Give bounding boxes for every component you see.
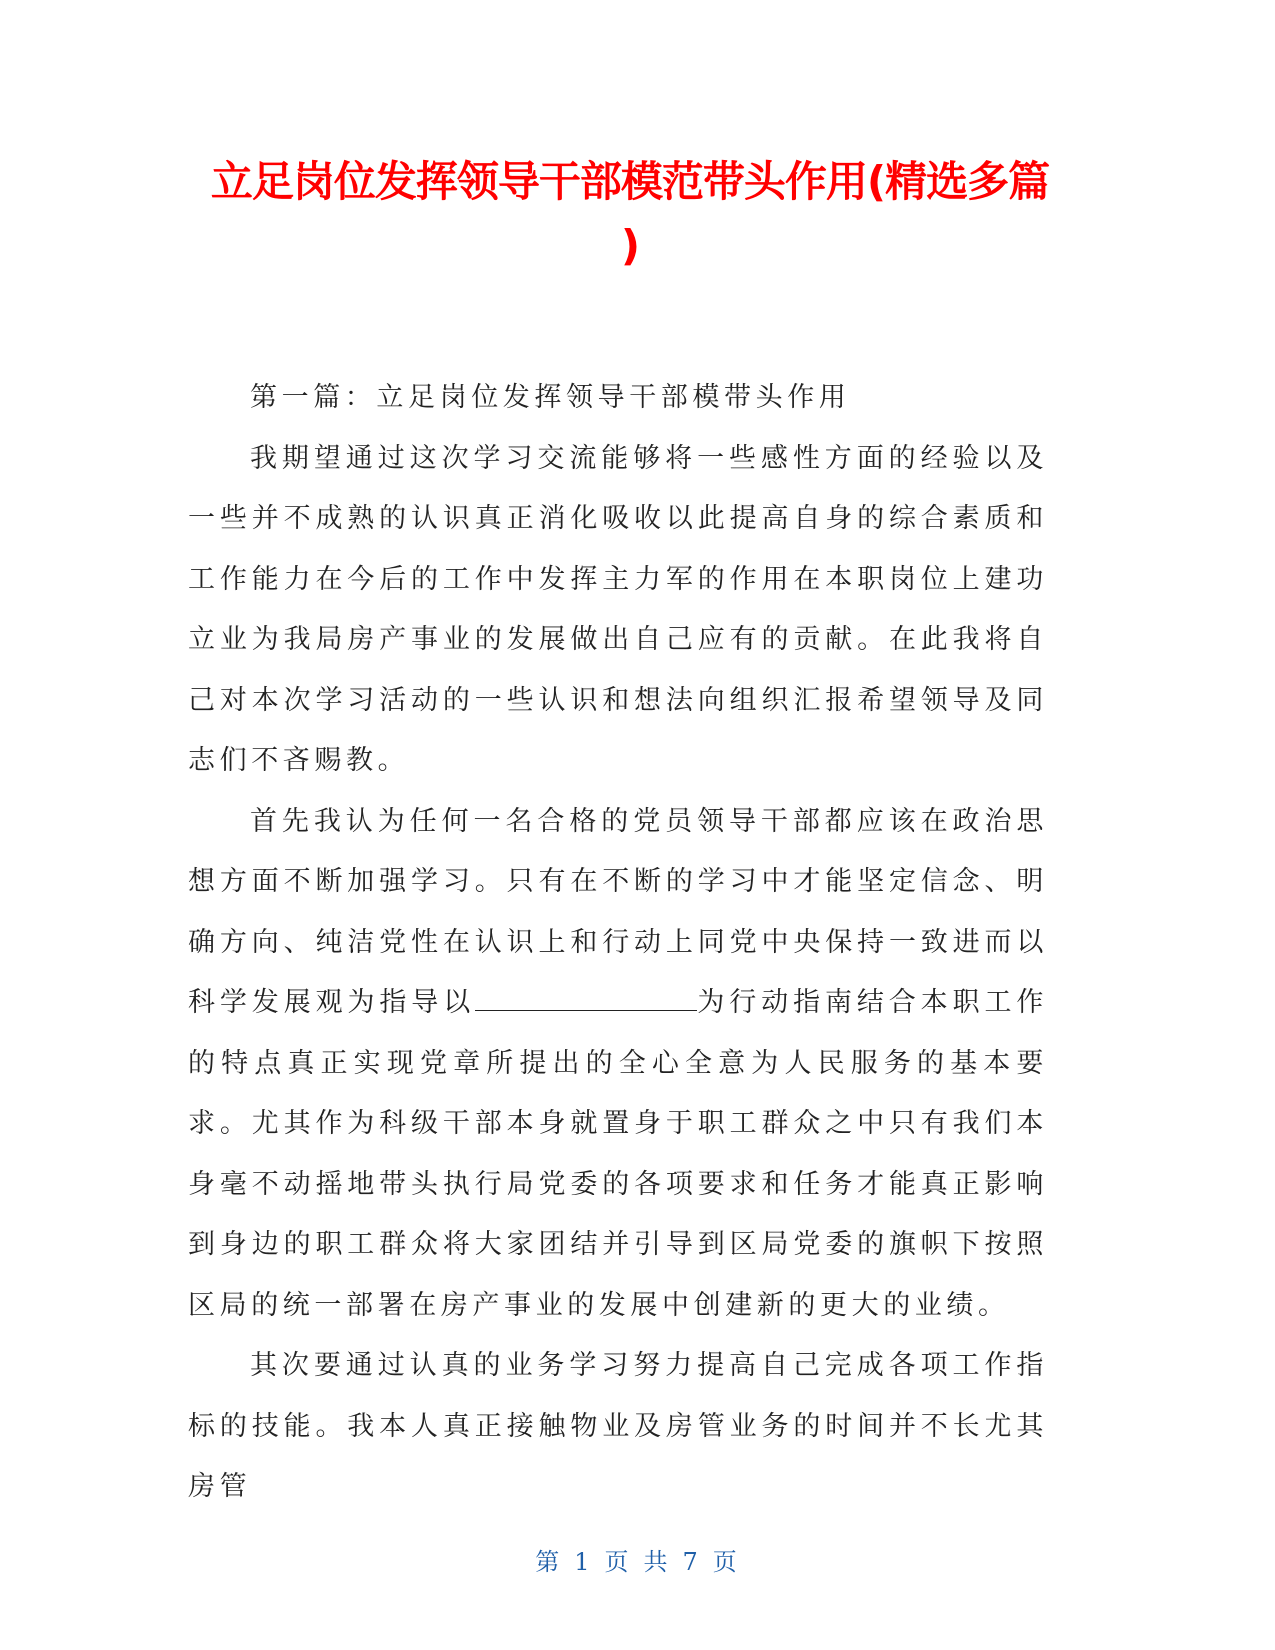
footer-page-number: 1: [574, 1548, 593, 1576]
page-footer: [0, 1542, 1275, 1577]
paragraph-2-part-2: 为行动指南结合本职工作的特点真正实现党章所提出的全心全意为人民服务的基本要求。尤其作为科级干部本身就置身于职工群众之中只有我们本身毫不动摇地带头执行局党委的各项要求和任务才能真正影响到身边的职工群众将大家团结并引导到区局党委的旗帜下按照区局的统一部署在房产事业的发展中创建新的更大的业绩。: [188, 987, 1048, 1321]
document-title-line2: ): [620, 221, 640, 270]
footer-word-di: 第: [535, 1548, 563, 1576]
footer-word-gong: 共: [643, 1548, 671, 1576]
document-body: [188, 368, 1048, 1518]
paragraph-2-part-1: 首先我认为任何一名合格的党员领导干部都应该在政治思想方面不断加强学习。只有在不断的学习中才能坚定信念、明确方向、纯洁党性在认识上和行动上同党中央保持一致进而以科学发展观为指导以: [188, 805, 1048, 1018]
document-title-line1: 立足岗位发挥领导干部模范带头作用(精选多篇: [210, 157, 1050, 206]
paragraph-1: 我期望通过这次学习交流能够将一些感性方面的经验以及一些并不成熟的认识真正消化吸收以此提高自身的综合素质和工作能力在今后的工作中发挥主力军的作用在本职岗位上建功立业为我局房产事业的发展做出自己应有的贡献。在此我将自己对本次学习活动的一些认识和想法向组织汇报希望领导及同志们不吝赐教。: [188, 442, 1048, 776]
footer-total-pages: 7: [682, 1548, 701, 1576]
section-heading: 第一篇：立足岗位发挥领导干部模带头作用: [250, 382, 851, 413]
document-title: [180, 150, 1080, 278]
fill-in-blank-line: [475, 988, 697, 1011]
footer-word-ye: 页: [604, 1548, 632, 1576]
paragraph-3: 其次要通过认真的业务学习努力提高自己完成各项工作指标的技能。我本人真正接触物业及房管业务的时间并不长尤其房管: [188, 1350, 1048, 1502]
footer-word-ye-2: 页: [712, 1548, 740, 1576]
paragraph-2: [188, 792, 1048, 1337]
